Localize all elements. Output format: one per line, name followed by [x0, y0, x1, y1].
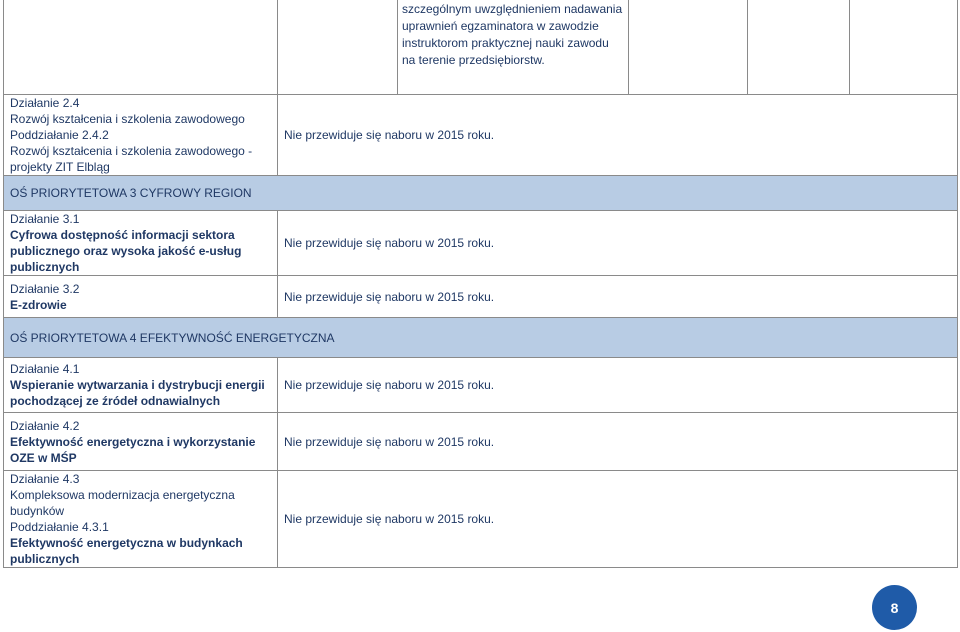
- status-text: Nie przewiduje się naboru w 2015 roku.: [278, 276, 958, 318]
- table-row: [4, 95, 958, 176]
- table-row: [4, 413, 958, 471]
- subaction-title: Poddziałanie 4.3.1: [10, 520, 109, 534]
- action-cell: [4, 471, 278, 568]
- action-subtitle: Wspieranie wytwarzania i dystrybucji energii pochodzącej ze źródeł odnawialnych: [10, 378, 265, 408]
- action-cell: [4, 413, 278, 471]
- page-number-badge: 8: [872, 585, 917, 630]
- program-table: [3, 0, 958, 568]
- cell-text: szczególnym uwzględnieniem nadawania uprawnień egzaminatora w zawodzie instruktorom praktycznej nauki zawodu na terenie przedsiębiorstw.: [398, 0, 629, 95]
- subaction-subtitle: Rozwój kształcenia i szkolenia zawodowego - projekty ZIT Elbląg: [10, 144, 253, 174]
- action-subtitle: E-zdrowie: [10, 297, 67, 312]
- status-text: Nie przewiduje się naboru w 2015 roku.: [278, 211, 958, 276]
- action-subtitle: Efektywność energetyczna i wykorzystanie OZE w MŚP: [10, 434, 256, 465]
- table-row: [4, 471, 958, 568]
- table-row: [4, 358, 958, 413]
- action-subtitle: Rozwój kształcenia i szkolenia zawodowego: [10, 112, 245, 126]
- axis-label: OŚ PRIORYTETOWA 3 CYFROWY REGION: [10, 186, 252, 200]
- action-subtitle: Kompleksowa modernizacja energetyczna budynków: [10, 488, 235, 518]
- subaction-subtitle: Efektywność energetyczna w budynkach publicznych: [10, 536, 243, 566]
- action-title: Działanie 4.3: [10, 472, 80, 486]
- action-title: Działanie 2.4: [10, 96, 80, 110]
- action-cell: [4, 95, 278, 176]
- axis-label: OŚ PRIORYTETOWA 4 EFEKTYWNOŚĆ ENERGETYCZNA: [10, 330, 335, 345]
- table-row: [4, 211, 958, 276]
- status-text: Nie przewiduje się naboru w 2015 roku.: [278, 95, 958, 176]
- axis-header-row: [4, 318, 958, 358]
- action-title: Działanie 3.1: [10, 212, 80, 226]
- status-text: Nie przewiduje się naboru w 2015 roku.: [278, 413, 958, 471]
- action-title: Działanie 4.1: [10, 362, 80, 376]
- status-text: Nie przewiduje się naboru w 2015 roku.: [278, 471, 958, 568]
- action-cell: [4, 276, 278, 318]
- status-text: Nie przewiduje się naboru w 2015 roku.: [278, 358, 958, 413]
- table-row: [4, 0, 958, 95]
- action-cell: [4, 358, 278, 413]
- table-row: [4, 276, 958, 318]
- subaction-title: Poddziałanie 2.4.2: [10, 128, 109, 142]
- action-subtitle: Cyfrowa dostępność informacji sektora publicznego oraz wysoka jakość e-usług publicznych: [10, 228, 242, 274]
- action-cell: [4, 211, 278, 276]
- action-title: Działanie 4.2: [10, 418, 80, 433]
- axis-header-row: [4, 176, 958, 211]
- action-title: Działanie 3.2: [10, 281, 80, 296]
